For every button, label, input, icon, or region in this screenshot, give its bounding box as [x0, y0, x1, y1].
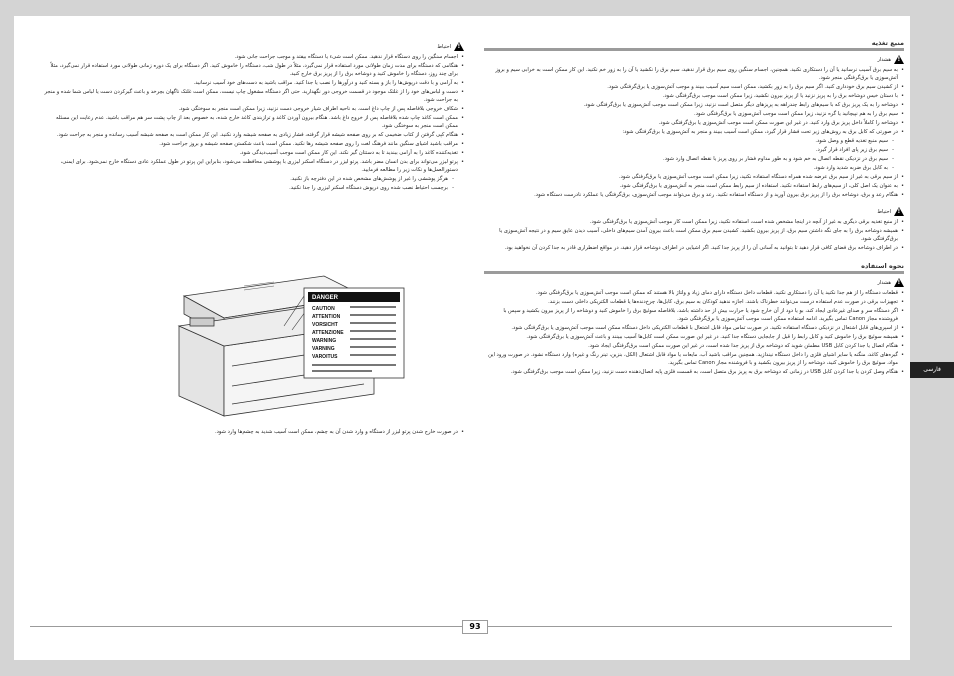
list-item: • هنگامی که دستگاه برای مدت زمان طولانی مورد استفاده قرار نمی‌گیرد، مثلاً در طول شب، دستگاه را خاموش کنید. اگر دستگاه برای یک دوره زمانی طولانی مورد استفاده قرار نمی‌گیرد، مثلاً برای چند روز، دستگاه را خاموش کنید و دوشاخه برق را از پریز برق خارج کنید.: [44, 62, 464, 78]
left-column: [44, 40, 464, 193]
list-item: • شکاف خروجی بلافاصله پس از چاپ داغ است. به ناحیه اطراف شیار خروجی دست نزنید، زیرا ممکن است منجر به سوختگی شود.: [44, 105, 464, 113]
list-item: • به عنوان یک اصل کلی، از سیم‌های رابط استفاده نکنید. استفاده از سیم رابط ممکن است منجر به آتش‌سوزی یا برق‌گرفتگی شود.: [484, 182, 904, 190]
list-item: • از منبع تغذیه برقی دیگری به غیر از آنچه در اینجا مشخص شده است، استفاده نکنید، زیرا ممکن است کار موجب آتش‌سوزی یا برق‌گرفتگی شود.: [484, 218, 904, 226]
list-item: • دوشاخه را کاملاً داخل پریز برق وارد کنید. در غیر این صورت ممکن است موجب آتش‌سوزی یا برق‌گرفتگی شود.: [484, 119, 904, 127]
list-item: • پرتو لیزر می‌تواند برای بدن انسان مضر باشد. پرتو لیزر در دستگاه اسکنر لیزری با پوششی محافظت می‌شود، بنابراین این پرتو در طول عملکرد عادی دستگاه خارج نمی‌شود. برای ایمنی، دستورالعمل‌ها و نکات زیر را مطالعه فرمایید.: [44, 158, 464, 174]
list-item: • هنگام کپی گرفتن از کتاب ضخیمی که بر روی صفحه شیشه قرار گرفته، فشار زیادی به صفحه شیشه وارد نکنید. این کار ممکن است به صفحه شیشه آسیب رسانده و منجر به جراحت شود.: [44, 131, 464, 139]
list-item: - هرگز پوششی را غیر از پوشش‌های مشخص شده در این دفترچه باز نکنید.: [44, 175, 454, 183]
list-item: - به کابل برق ضربه شدید وارد شود.: [484, 164, 894, 172]
language-tab: فارسی: [910, 362, 954, 378]
label-vorsicht: VORSICHT: [312, 322, 338, 328]
list-item: • هنگام وصل کردن یا جدا کردن کابل USB در زمانی که دوشاخه برق به پریز برق متصل است، به قسمت فلزی پایه اتصال‌دهنده دست نزنید، زیرا ممکن است موجب برق‌گرفتگی شود.: [484, 368, 904, 376]
warning-icon: [894, 207, 904, 216]
warning-list-handling: [484, 289, 904, 376]
page-number: 93: [462, 620, 488, 634]
label-varning: VARNING: [312, 346, 335, 352]
label-attenzione: ATTENZIONE: [312, 330, 344, 336]
warning-heading: ! هشدار: [484, 55, 904, 64]
list-item: • سیم برق را به هم نپیچانید یا گره نزنید، زیرا ممکن است موجب آتش‌سوزی یا برق‌گرفتگی شود.: [484, 110, 904, 118]
list-item: • هنگام اتصال یا جدا کردن کابل USB مطمئن شوید که دوشاخه برق از پریز جدا شده است، در غیر این صورت ممکن است برق‌گرفتگی ایجاد شود.: [484, 342, 904, 350]
list-item: - سیم منبع تغذیه قطع و وصل شود.: [484, 137, 894, 145]
list-item: - سیم برق زیر پای افراد قرار گیرد.: [484, 146, 894, 154]
label-varoitus: VAROITUS: [312, 354, 338, 360]
list-item: • هنگام رعد و برق، دوشاخه برق را از پریز برق بیرون آورید و از دستگاه استفاده نکنید. رعد و برق می‌تواند موجب آتش‌سوزی، برق‌گرفتگی یا عملکرد نادرست دستگاه شود.: [484, 191, 904, 199]
label-danger: DANGER: [312, 295, 339, 301]
warning-list-power: [484, 66, 904, 136]
label-caution: CAUTION: [312, 306, 335, 312]
list-item: • همیشه دوشاخه برق را به جای نگه داشتن سیم برق، از پریز بیرون بکشید. کشیدن سیم برق ممکن است باعث بیرون آمدن سیم‌های داخلی، آسیب دیدن عایق سیم و در نتیجه آتش‌سوزی یا برق‌گرفتگی شود.: [484, 227, 904, 243]
list-item: • گیره‌های کاغذ، منگنه یا سایر اشیای فلزی را داخل دستگاه نیندازید. همچنین مراقب باشید آب، مایعات یا مواد قابل اشتعال (الکل، بنزین، تینر رنگ و غیره) وارد دستگاه نشود. در صورت ورود این مواد، سوئیچ برق را خاموش کنید، دوشاخه را از پریز بیرون بکشید و با فروشنده مجاز Canon تماس بگیرید.: [484, 351, 904, 367]
warning-icon: [894, 55, 904, 64]
list-item: • اگر دستگاه سر و صدای غیرعادی ایجاد کند، بو یا دود از آن خارج شود یا حرارت بیش از حد داشته باشد، بلافاصله سوئیچ برق را خاموش کنید و دوشاخه را از پریز بیرون بکشید و سپس با فروشنده مجاز Canon تماس بگیرید. ادامه استفاده ممکن است موجب آتش‌سوزی یا برق‌گرفتگی شود.: [484, 307, 904, 323]
list-item: • در اطراف دوشاخه برق فضای کافی قرار دهید تا بتوانید به آسانی آن را از پریز جدا کنید. اگر اشیایی در اطراف دوشاخه قرار دهید، در مواقع اضطراری قادر به جدا کردن آن نخواهید بود.: [484, 244, 904, 252]
list-item: • از سیم برقی به غیر از سیم برق عرضه شده همراه دستگاه استفاده نکنید، زیرا ممکن است موجب آتش‌سوزی یا برق‌گرفتگی شود.: [484, 173, 904, 181]
bottom-note: [44, 428, 464, 437]
section-title-handling: نحوه استفاده: [484, 263, 904, 274]
manual-page: [14, 16, 910, 660]
list-item: - برچسب احتیاط نصب شده روی درپوش دستگاه اسکنر لیزری را جدا نکنید.: [44, 184, 454, 192]
warning-heading: ! هشدار: [484, 278, 904, 287]
list-item: • تغذیه‌کننده کاغذ را به آرامی ببندید تا به دستتان گیر نکند. این کار ممکن است موجب آسیب‌دیدگی شود.: [44, 149, 464, 157]
list-item: • ممکن است کاغذ چاپ شده بلافاصله پس از خروج داغ باشد. هنگام بیرون آوردن کاغذ و ترازبندی کاغذ خارج شده، به خصوص بعد از چاپ پشت سر هم مراقب باشید. عدم رعایت این مسئله ممکن است منجر به سوختگی شود.: [44, 114, 464, 130]
caution-heading: ! احتیاط: [44, 42, 464, 51]
laser-sublist: [44, 175, 464, 192]
list-item: • در صورتی که کابل برق به روش‌های زیر تحت فشار قرار گیرد، ممکن است آسیب ببیند و منجر به آتش‌سوزی یا برق‌گرفتگی شود:: [484, 128, 904, 136]
list-item: • از کشیدن سیم برق خودداری کنید. اگر سیم برق را به زور بکشید، ممکن است سیم آسیب ببیند و موجب آتش‌سوزی یا برق‌گرفتگی شود.: [484, 83, 904, 91]
section-title-power: منبع تغذیه: [484, 40, 904, 51]
list-item: • از اسپری‌های قابل اشتعال در نزدیکی دستگاه استفاده نکنید. در صورت تماس مواد قابل اشتعال با قطعات الکتریکی داخل دستگاه ممکن است موجب آتش‌سوزی یا برق‌گرفتگی شود.: [484, 324, 904, 332]
list-item: • دوشاخه را به یک پریز برق که با سیم‌های رابط چندراهه به پریزهای دیگر متصل است نزنید، زیرا ممکن است موجب آتش‌سوزی یا برق‌گرفتگی شود.: [484, 101, 904, 109]
label-attention: ATTENTION: [312, 314, 341, 320]
caution-heading: ! احتیاط: [484, 207, 904, 216]
footer-rule: [30, 626, 892, 627]
warning-sublist: [484, 137, 904, 172]
list-item: • همیشه سوئیچ برق را خاموش کنید و کابل رابط را قبل از جابجایی دستگاه جدا کنید. در غیر این صورت ممکن است کابل‌ها آسیب ببینند و باعث آتش‌سوزی یا برق‌گرفتگی شود.: [484, 333, 904, 341]
list-item: • به سیم برق آسیب نرسانید یا آن را دستکاری نکنید. همچنین، اجسام سنگین روی سیم برق قرار ندهید، سیم برق را نکشید یا آن را به زور خم نکنید. این کار ممکن است به خرابی سیم و بروز آتش‌سوزی یا برق‌گرفتگی منجر شود.: [484, 66, 904, 82]
caution-list-power: [484, 218, 904, 252]
list-item: • در صورت خارج شدن پرتو لیزر از دستگاه و وارد شدن آن به چشم، ممکن است آسیب شدید به چشم‌ها وارد شود.: [44, 428, 464, 436]
list-item: • تجهیزات برقی در صورت عدم استفاده درست می‌توانند خطرناک باشند. اجازه ندهید کودکان به سیم برق، کابل‌ها، چرخ‌دنده‌ها یا قطعات الکتریکی داخلی دست بزنند.: [484, 298, 904, 306]
list-item: • با دستان خیس دوشاخه برق را به پریز نزنید یا از پریز بیرون نکشید، زیرا ممکن است موجب برق‌گرفتگی شود.: [484, 92, 904, 100]
list-item: • اجسام سنگین را روی دستگاه قرار ندهید. ممکن است شیء یا دستگاه بیفتد و موجب جراحت جانی شود.: [44, 53, 464, 61]
list-item: - سیم برق در نزدیکی نقطه اتصال به خم شود و به طور مداوم فشار بر روی پریز یا نقطه اتصال وارد شود.: [484, 155, 894, 163]
caution-list-handling: [44, 53, 464, 174]
right-column: [484, 40, 904, 377]
list-item: • مراقب باشید اشیای سنگین مانند فرهنگ لغت را روی صفحه شیشه رها نکنید. ممکن است باعث شکستن صفحه شیشه و بروز جراحت شود.: [44, 140, 464, 148]
list-item: • به آرامی و با دقت درپوش‌ها را باز و بسته کنید و درآورها را نصب یا جدا کنید. مراقب باشید به دست‌های خود آسیب نرسانید.: [44, 79, 464, 87]
warning-icon: [894, 278, 904, 287]
list-item: • قطعات دستگاه را از هم جدا نکنید یا آن را دستکاری نکنید. قطعات داخل دستگاه دارای دمای زیاد و ولتاژ بالا هستند که ممکن است موجب آتش‌سوزی یا برق‌گرفتگی شود.: [484, 289, 904, 297]
printer-illustration: [124, 266, 414, 426]
warning-list-power-more: [484, 173, 904, 199]
list-item: • دست و لباس‌های خود را از غلتک موجود در قسمت خروجی دور نگهدارید. حتی اگر دستگاه مشغول چاپ نیست، ممکن است غلتک ناگهان بچرخد و باعث گیرکردن دست یا لباس شما شده و منجر به جراحت شود.: [44, 88, 464, 104]
label-warning: WARNING: [312, 338, 337, 344]
warning-icon: [454, 42, 464, 51]
